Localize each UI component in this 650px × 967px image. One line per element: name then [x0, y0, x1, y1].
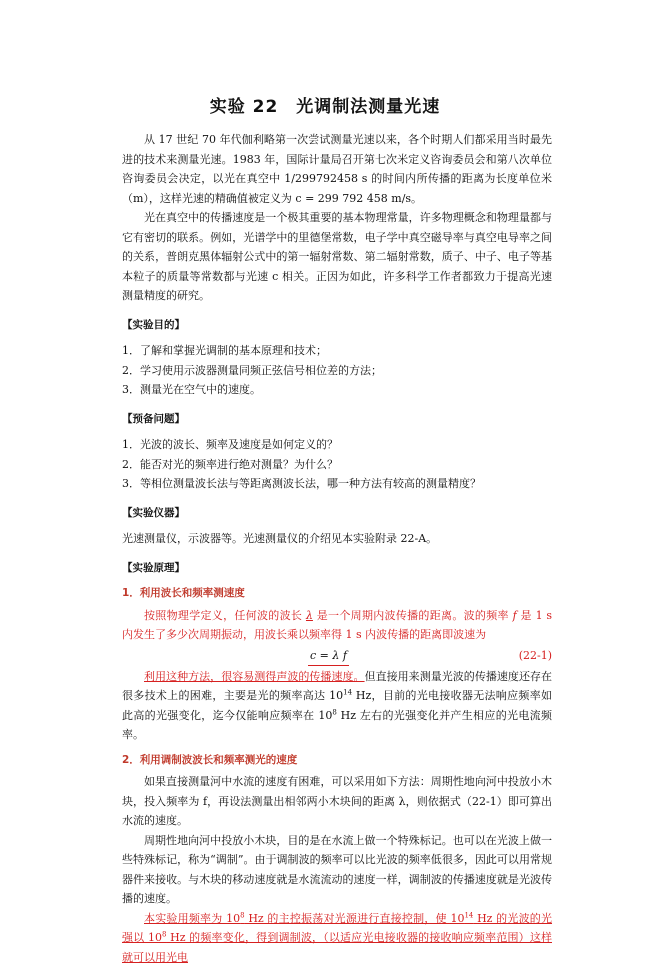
purpose-item: 3．测量光在空气中的速度。 — [122, 380, 552, 400]
prep-item: 3．等相位测量波长法与等距离测波长法，哪一种方法有较高的测量精度？ — [122, 474, 552, 494]
section-heading-apparatus: 【实验仪器】 — [122, 504, 552, 524]
subsection-title-1: 1．利用波长和频率测速度 — [122, 584, 552, 604]
body-content — [122, 130, 552, 967]
page-title: 实验 22 光调制法测量光速 — [0, 92, 650, 117]
principle-paragraph-4: 周期性地向河中投放小木块，目的是在水流上做一个特殊标记。也可以在光波上做一些特殊标记，称为“调制”。由于调制波的频率可以比光波的频率低很多，因此可以用常规器件来接收。与木块的移动速度就是水流流动的速度一样，调制波的传播速度就是光波传播的速度。 — [122, 831, 552, 909]
prep-item: 2．能否对光的频率进行绝对测量？为什么？ — [122, 455, 552, 475]
subsection-title-2: 2．利用调制波波长和频率测光的速度 — [122, 751, 552, 771]
intro-paragraph-1: 从 17 世纪 70 年代伽利略第一次尝试测量光速以来，各个时期人们都采用当时最先进的技术来测量光速。1983 年，国际计量局召开第七次米定义咨询委员会和第八次单位咨询委员会决定，以光在真空中 1/299792458 s 的时间内所传播的距离为长度单位米（m），这样光速的精确值被定义为 c = 299 792 458 m/s。 — [122, 130, 552, 208]
equation-number: (22-1) — [519, 646, 552, 666]
principle-paragraph-5: 本实验用频率为 $10^8$ Hz 的主控振荡对光源进行直接控制，使 $10^{14}$ Hz 的光波的光强以 $10^8$ Hz 的频率变化，得到调制波，（以适应光电接收器的接收响应频率范围）这样就可以用光电 — [122, 909, 552, 967]
principle-paragraph-1: 按照物理学定义，任何波的波长 λ 是一个周期内波传播的距离。波的频率 f 是 1 s 内发生了多少次周期振动，用波长乘以频率得 1 s 内波传播的距离即波速为 — [122, 606, 552, 645]
purpose-item: 1．了解和掌握光调制的基本原理和技术； — [122, 341, 552, 361]
principle-paragraph-2: 利用这种方法，很容易测得声波的传播速度。但直接用来测量光波的传播速度还存在很多技术上的困难，主要是光的频率高达 $10^{14}$ Hz，目前的光电接收器无法响应频率如此高的光强变化，迄今仅能响应频率在 $10^8$ Hz 左右的光强变化并产生相应的光电流频率。 — [122, 667, 552, 745]
principle-paragraph-3: 如果直接测量河中水流的速度有困难，可以采用如下方法：周期性地向河中投放小木块，投入频率为 f，再设法测量出相邻两小木块间的距离 λ，则依据式（22-1）即可算出水流的速度。 — [122, 772, 552, 831]
section-heading-prep: 【预备问题】 — [122, 410, 552, 430]
purpose-item: 2．学习使用示波器测量同频正弦信号相位差的方法； — [122, 361, 552, 381]
intro-paragraph-2: 光在真空中的传播速度是一个极其重要的基本物理常量，许多物理概念和物理量都与它有密切的联系。例如，光谱学中的里德堡常数，电子学中真空磁导率与真空电导率之间的关系，普朗克黑体辐射公式中的第一辐射常数、第二辐射常数，质子、中子、电子等基本粒子的质量等常数都与光速 c 相关。正因为如此，许多科学工作者都致力于提高光速测量精度的研究。 — [122, 208, 552, 306]
prep-item: 1．光波的波长、频率及速度是如何定义的？ — [122, 435, 552, 455]
section-heading-principle: 【实验原理】 — [122, 559, 552, 579]
section-heading-purpose: 【实验目的】 — [122, 316, 552, 336]
equation-22-1 — [122, 645, 552, 667]
formula: c = λ f — [308, 646, 349, 667]
apparatus-text: 光速测量仪，示波器等。光速测量仪的介绍见本实验附录 22-A。 — [122, 529, 552, 549]
